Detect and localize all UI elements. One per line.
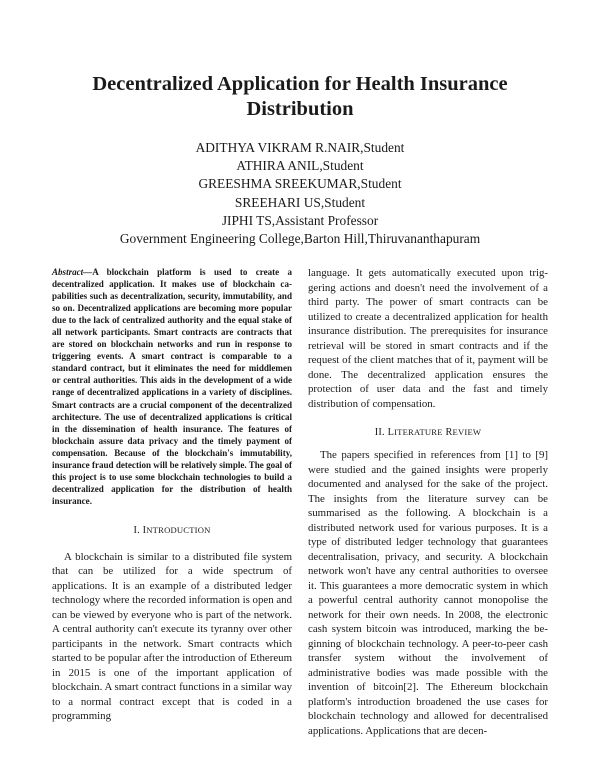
author-line: GREESHMA SREEKUMAR,Student: [198, 176, 402, 192]
left-column: [52, 266, 292, 724]
abstract-text: A blockchain platform is used to create a decentralized application. It makes use of blockchain capabilities such as decentralization, security, immutability, and so on. Decentralized applications are becoming more popular due to the lack of centralized authority and the equal stake of all network participants. Smart contracts are contracts that are stored on blockchain networks and run in response to triggering events. A smart contract is comparable to a standard contract, but it eliminates the need for middlemen or central authorities. This aids in the development of a wide range of decentralized applications in a variety of disciplines. Smart contracts are a crucial component of the decentralized architecture. The use of decentralized applications is critical in the dissemination of health insurance. The features of blockchain assure data privacy and the timely payment of compensation. Because of the blockchain's immutability, insurance fraud detection will be relatively simple. The goal of this project is to use some blockchain technologies to build a decentralized application for the distribution of health insurance.: [52, 267, 292, 506]
author-line: ADITHYA VIKRAM R.NAIR,Student: [195, 140, 405, 155]
paper-title: Decentralized Application for Health Insurance Distribution: [92, 73, 508, 120]
introduction-paragraph-continued: language. It gets automatically executed upon triggering actions and doesn't need the involvement of a third party. The power of smart contracts can be utilized to create a decentralized application for health insurance distribution. The prerequisites for insurance retrieval will be stored in smart contracts and if the request of the client matches that of it, payment will be done. The decentralized application ensures the protection of user data and the fast and timely distribution of compensation.: [308, 267, 548, 410]
abstract: [52, 266, 292, 507]
right-column: [308, 266, 548, 738]
author-line: SREEHARI US,Student: [234, 194, 366, 210]
introduction-paragraph: A blockchain is similar to a distributed file system that can be utilized for a wide spectrum of applications. It is an example of a distributed ledger technology where the recorded information is open and can be viewed by everyone who is part of the network. A central authority can't execute its tyranny over other participants in the network. Smart contracts which started to be popular after the introduction of Ethereum in 2015 is one of the important application of blockchain. A smart contract functions in a similar way to a normal contract except that is coded in a programming: [52, 550, 292, 723]
abstract-label: Abstract—: [52, 267, 93, 277]
author-block: [40, 139, 560, 248]
author-line: ATHIRA ANIL,Student: [236, 158, 364, 174]
section-heading-literature-review: II. LITERATURE REVIEW: [374, 427, 482, 438]
literature-review-paragraph: The papers specified in references from [1] to [9] were studied and the gained insights were properly documented and analysed for the sake of the project. The insights from the literature survey can be summarised as the following. A blockchain is a distributed network used for various purposes. It is a type of distributed ledger technology that guarantees decentralisation, privacy, and security. A blockchain network won't have any central authorities to oversee it. This guarantees a more democratic system in which a powerful central authority cannot monopolise the network for their own needs. In 2008, the electronic cash system bitcoin was introduced, marking the beginning of blockchain technology. A peer-to-peer cash transfer system without the involvement of administrative bodies was made possible with the invention of bitcoin[2]. The Ethereum blockchain platform's introduction broadened the use cases for blockchain technology and allowed for decentralised applications. Applications that are decen-: [308, 449, 548, 737]
section-heading-introduction: I. INTRODUCTION: [133, 524, 211, 536]
author-line: JIPHI TS,Assistant Professor: [221, 212, 379, 228]
affiliation-line: Government Engineering College,Barton Hill,Thiruvananthapuram: [119, 231, 481, 247]
